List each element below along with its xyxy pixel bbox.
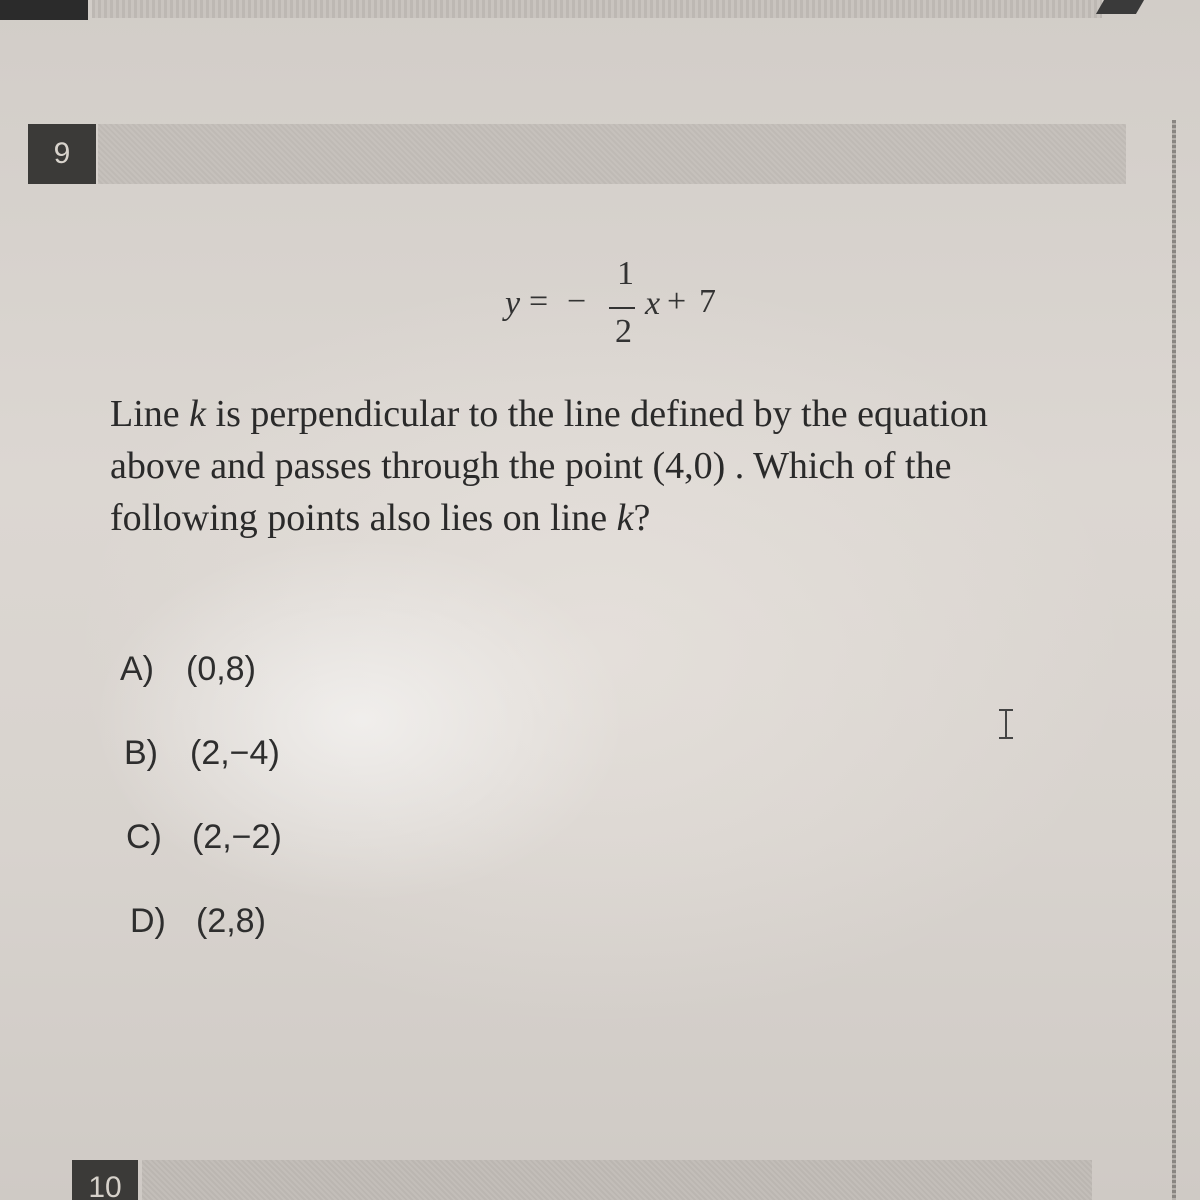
line-k-label: k <box>189 393 207 435</box>
previous-question-band <box>92 0 1102 18</box>
choice-letter: B) <box>124 734 158 772</box>
choice-value: (2,8) <box>196 902 266 940</box>
question-line-1 <box>110 388 1110 440</box>
choice-letter: A) <box>120 650 154 688</box>
question-line-1-start: Line <box>110 393 190 435</box>
fraction-denominator: 2 <box>615 313 632 350</box>
choice-b[interactable] <box>124 734 280 773</box>
equation-minus: − <box>567 283 587 320</box>
line-k-label: k <box>616 497 634 539</box>
question-line-1-end: is perpendicular to the line defined by the equation <box>206 393 988 435</box>
question-line-3-start: following points also lies on line <box>110 497 617 539</box>
question-number: 9 <box>28 124 96 184</box>
equation-plus: + <box>667 283 687 320</box>
previous-question-number-box <box>0 0 88 20</box>
equation-equals: = <box>529 283 549 320</box>
equation <box>505 255 745 355</box>
question-header-band <box>98 124 1126 184</box>
question-line-3-end: ? <box>633 497 651 539</box>
equation-constant: 7 <box>699 283 716 320</box>
fraction-numerator: 1 <box>617 255 634 292</box>
pen-tip-shadow <box>1096 0 1144 14</box>
question-text <box>110 388 1110 544</box>
text-cursor-icon <box>996 708 1016 740</box>
choice-a[interactable] <box>120 650 256 689</box>
question-header <box>28 124 1128 184</box>
question-line-2: above and passes through the point (4,0) . Which of the <box>110 445 952 487</box>
choice-letter: C) <box>126 818 162 856</box>
question-line-3 <box>110 492 1110 544</box>
equation-variable: x <box>645 285 661 322</box>
next-question-band <box>142 1160 1092 1200</box>
choice-c[interactable] <box>126 818 282 857</box>
choice-value: (0,8) <box>186 650 256 688</box>
choice-d[interactable] <box>130 902 266 941</box>
choice-value: (2,−4) <box>190 734 280 772</box>
choice-value: (2,−2) <box>192 818 282 856</box>
choice-letter: D) <box>130 902 166 940</box>
equation-lhs: y <box>505 285 521 322</box>
next-question-number: 10 <box>72 1160 138 1200</box>
fraction-bar <box>609 307 635 309</box>
column-divider <box>1172 120 1176 1200</box>
